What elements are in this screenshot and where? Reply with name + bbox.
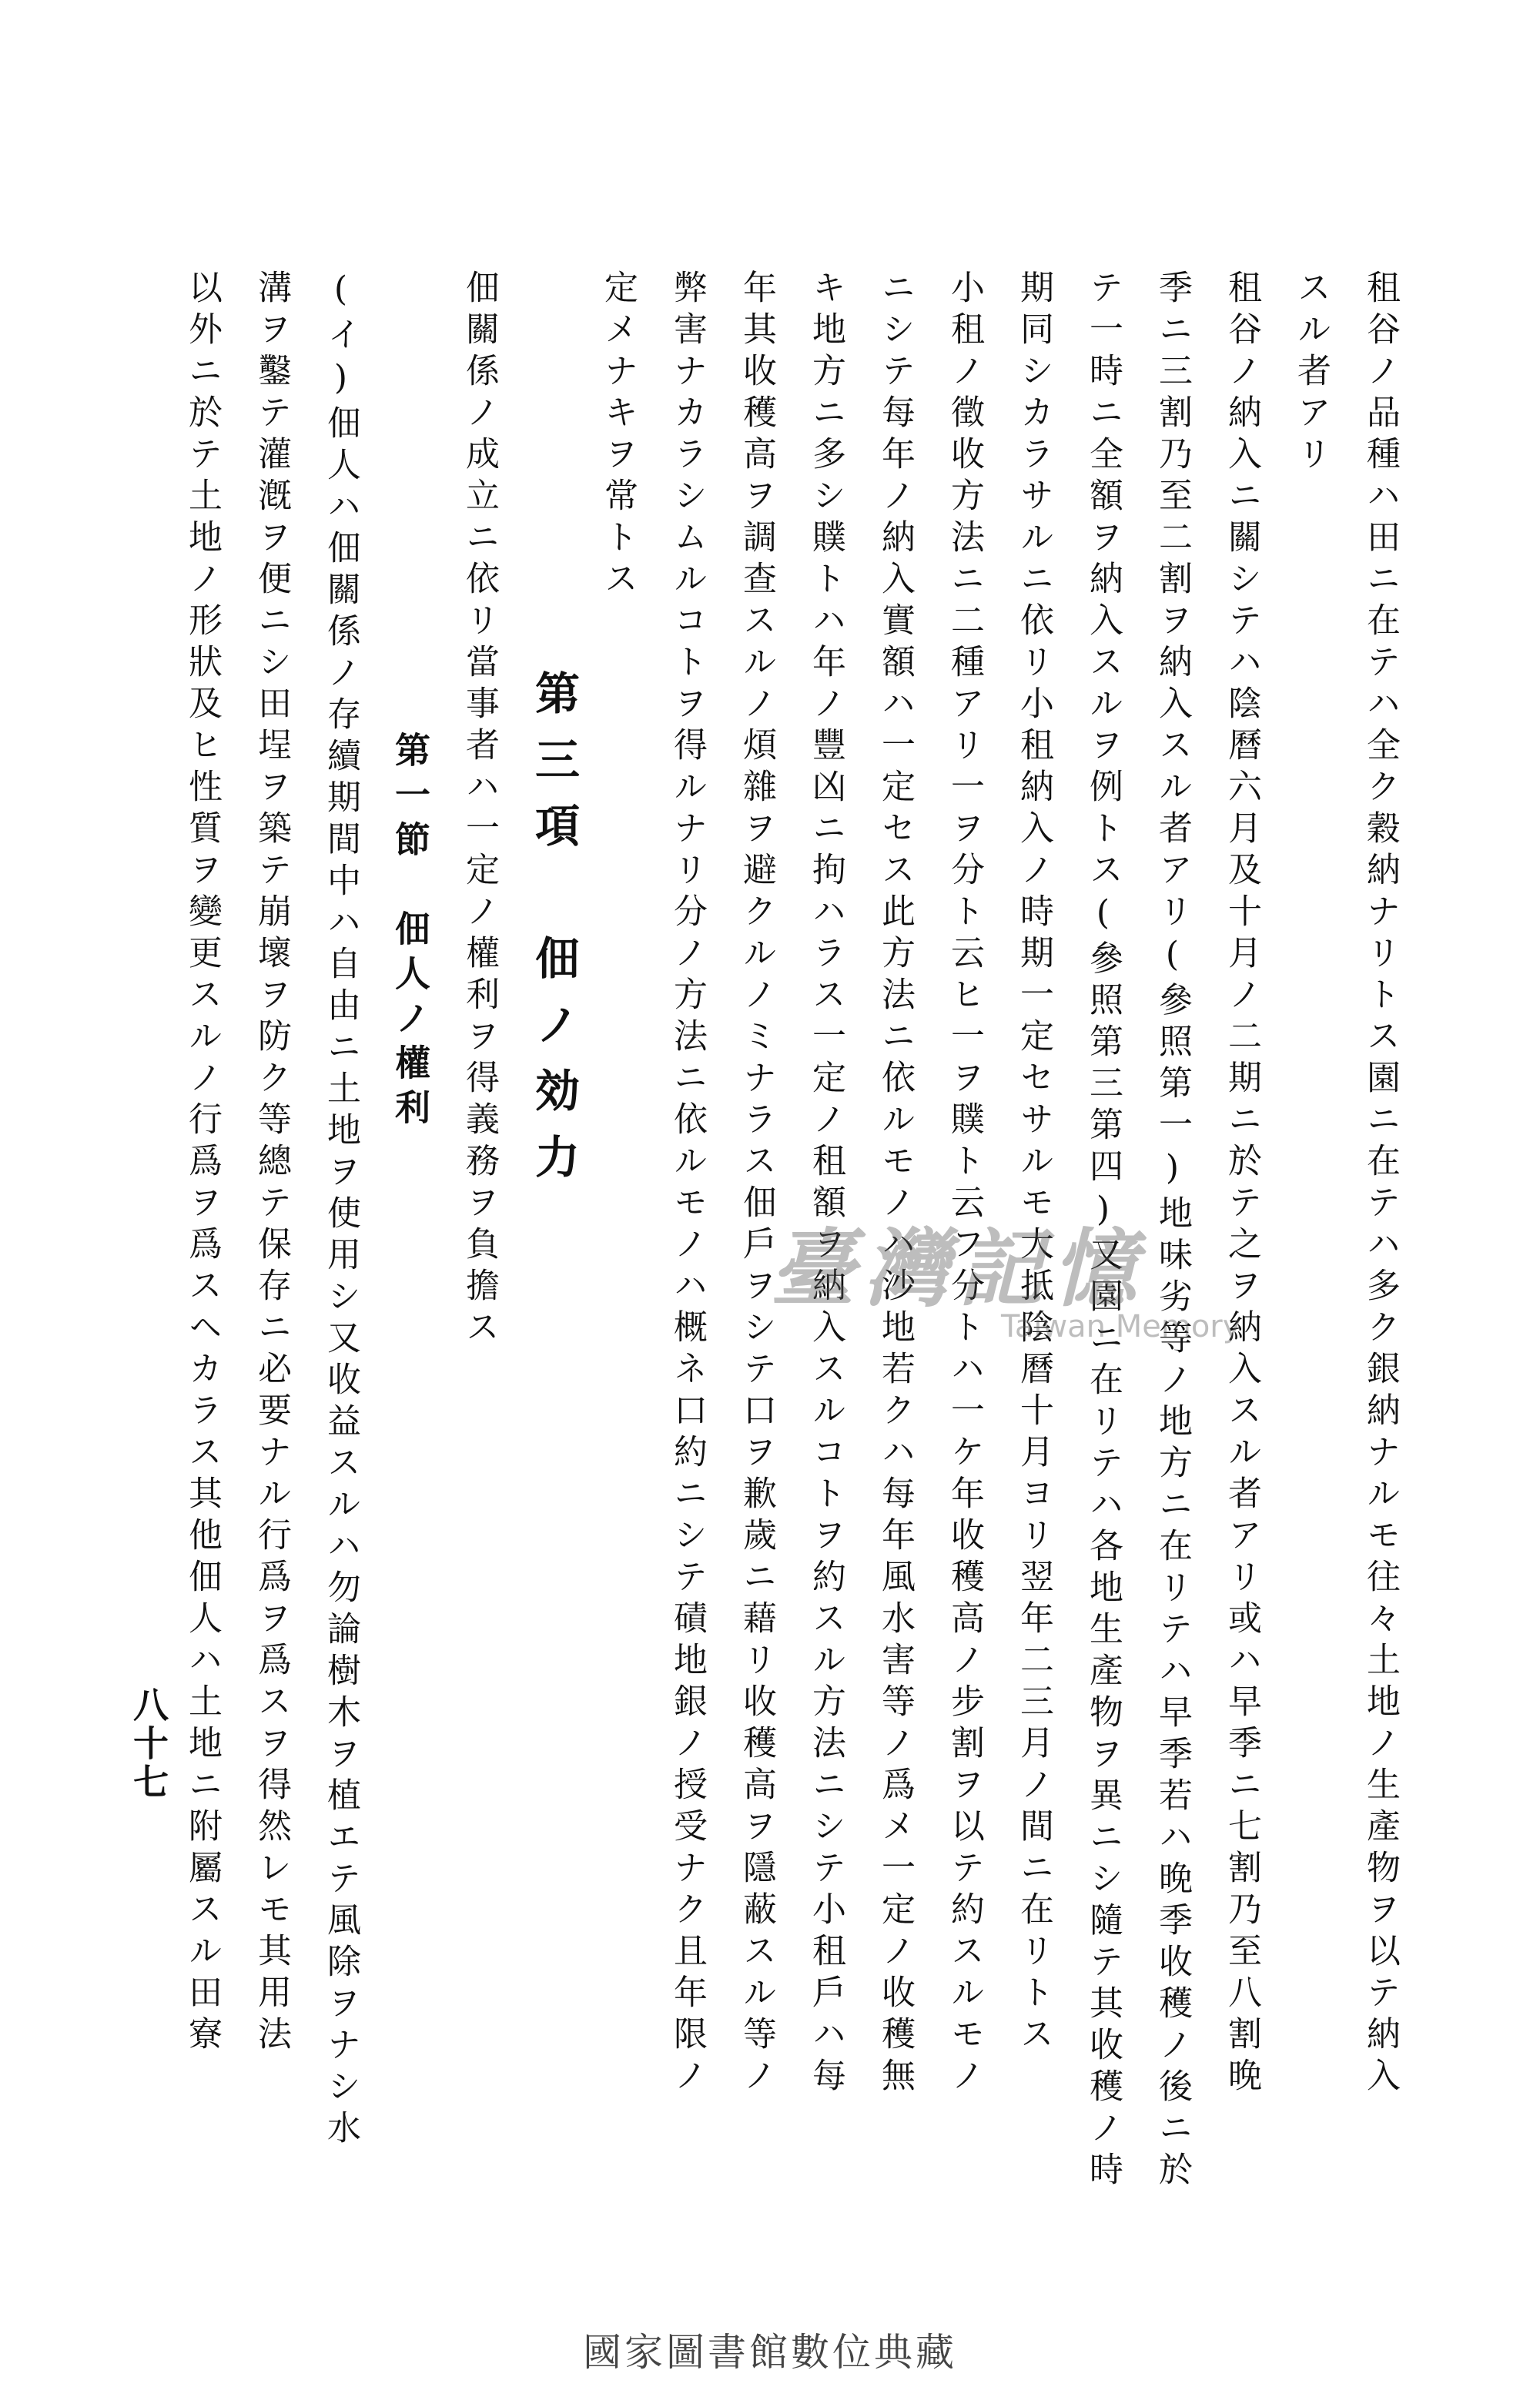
text-column: テ一時ニ全額ヲ納入スルヲ例トス(參照第三第四)又園ニ在リテハ各地生產物ヲ異ニシ隨テ其收穫ノ時 bbox=[1083, 270, 1123, 2193]
text-column: 溝ヲ鑿テ灌漑ヲ便ニシ田埕ヲ築テ崩壞ヲ防ク等總テ保存ニ必要ナル行爲ヲ爲スヲ得然レモ其用法 bbox=[252, 270, 291, 2057]
text-column: 年其收穫高ヲ調查スルノ煩雜ヲ避クルノミナラス佃戶ヲシテ口ヲ歉歲ニ藉リ收穫高ヲ隱蔽スル等ノ bbox=[737, 270, 776, 2099]
text-column: ニシテ每年ノ納入實額ハ一定セス此方法ニ依ルモノハ沙地若クハ每年風水害等ノ爲メ一定ノ收穫無 bbox=[875, 270, 915, 2099]
text-column: (イ)佃人ハ佃關係ノ存續期間中ハ自由ニ土地ヲ使用シ又收益スルハ勿論樹木ヲ植エテ風除ヲナシ水 bbox=[321, 270, 360, 2151]
text-column: 期同シカラサルニ依リ小租納入ノ時期一定セサルモ大抵陰曆十月ヨリ翌年二三月ノ間ニ在リトス bbox=[1014, 270, 1053, 2057]
page-number: 八十七 bbox=[128, 1686, 169, 1802]
text-column: 小租ノ徵收方法ニ二種アリ一ヲ分ト云ヒ一ヲ贌ト云フ分トハ一ケ年收穫高ノ步割ヲ以テ約スルモノ bbox=[945, 270, 984, 2099]
section-heading: 第三項 佃ノ効力 bbox=[527, 670, 580, 1200]
watermark-main-text: 臺灣記憶 bbox=[770, 1219, 1146, 1318]
subsection-heading: 第一節 佃人ノ權利 bbox=[390, 732, 431, 1133]
text-column: 租谷ノ納入ニ關シテハ陰曆六月及十月ノ二期ニ於テ之ヲ納入スル者アリ或ハ早季ニ七割乃至八割晚 bbox=[1222, 270, 1261, 2099]
watermark-sub-text: Taiwan Memory bbox=[1001, 1309, 1241, 1344]
text-column: 弊害ナカラシムルコトヲ得ルナリ分ノ方法ニ依ルモノハ概ネ口約ニシテ磧地銀ノ授受ナク且年限ノ bbox=[668, 270, 707, 2099]
text-column: スル者アリ bbox=[1291, 270, 1331, 477]
text-column: 租谷ノ品種ハ田ニ在テハ全ク穀納ナリトス園ニ在テハ多ク銀納ナルモ往々土地ノ生產物ヲ以テ納入 bbox=[1361, 270, 1400, 2099]
text-column: キ地方ニ多シ贌トハ年ノ豐凶ニ拘ハラス一定ノ租額ヲ納入スルコトヲ約スル方法ニシテ小租戶ハ每 bbox=[806, 270, 845, 2099]
text-column: 以外ニ於テ土地ノ形狀及ヒ性質ヲ變更スルノ行爲ヲ爲スヘカラス其他佃人ハ土地ニ附屬スル田寮 bbox=[182, 270, 222, 2057]
text-column: 佃關係ノ成立ニ依リ當事者ハ一定ノ權利ヲ得義務ヲ負擔ス bbox=[460, 270, 499, 1351]
text-column: 季ニ三割乃至二割ヲ納入スル者アリ(參照第一)地味劣等ノ地方ニ在リテハ早季若ハ晚季收穫ノ後ニ於 bbox=[1153, 270, 1192, 2193]
footer-credit: 國家圖書館數位典藏 bbox=[583, 2330, 957, 2375]
text-column: 定メナキヲ常トス bbox=[598, 270, 638, 602]
